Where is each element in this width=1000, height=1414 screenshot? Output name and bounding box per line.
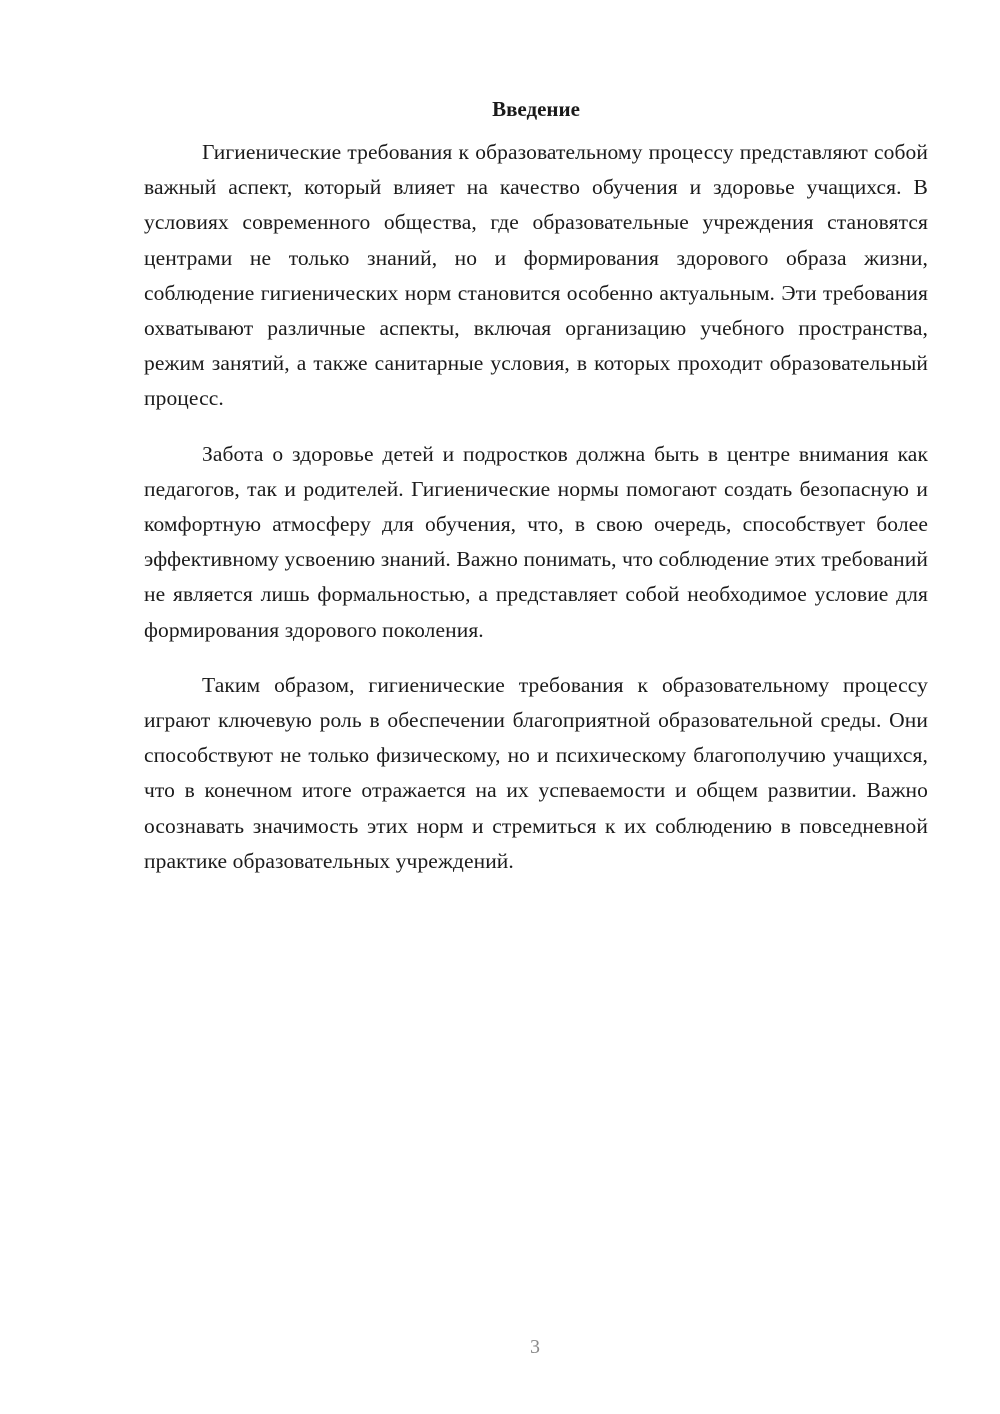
page-number: 3: [530, 1336, 540, 1358]
paragraph-2: Забота о здоровье детей и подростков должна быть в центре внимания как педагогов, так и родителей. Гигиенические нормы помогают создать безопасную и комфортную атмосферу для обучения, что, в свою очередь, способствует более эффективному усвоению знаний. Важно понимать, что соблюдение этих требований не является лишь формальностью, а представляет собой необходимое условие для формирования здорового поколения.: [144, 441, 928, 642]
page-content: [144, 92, 928, 899]
paragraph-1: Гигиенические требования к образовательному процессу представляют собой важный аспект, который влияет на качество обучения и здоровье учащихся. В условиях современного общества, где образовательные учреждения становятся центрами не только знаний, но и формирования здорового образа жизни, соблюдение гигиенических норм становится особенно актуальным. Эти требования охватывают различные аспекты, включая организацию учебного пространства, режим занятий, а также санитарные условия, в которых проходит образовательный процесс.: [144, 140, 928, 411]
paragraph-3: Таким образом, гигиенические требования к образовательному процессу играют ключевую роль в обеспечении благоприятной образовательной среды. Они способствуют не только физическому, но и психическому благополучию учащихся, что в конечном итоге отражается на их успеваемости и общем развитии. Важно осознавать значимость этих норм и стремиться к их соблюдению в повседневной практике образовательных учреждений.: [144, 672, 928, 873]
section-heading: Введение: [492, 97, 580, 121]
